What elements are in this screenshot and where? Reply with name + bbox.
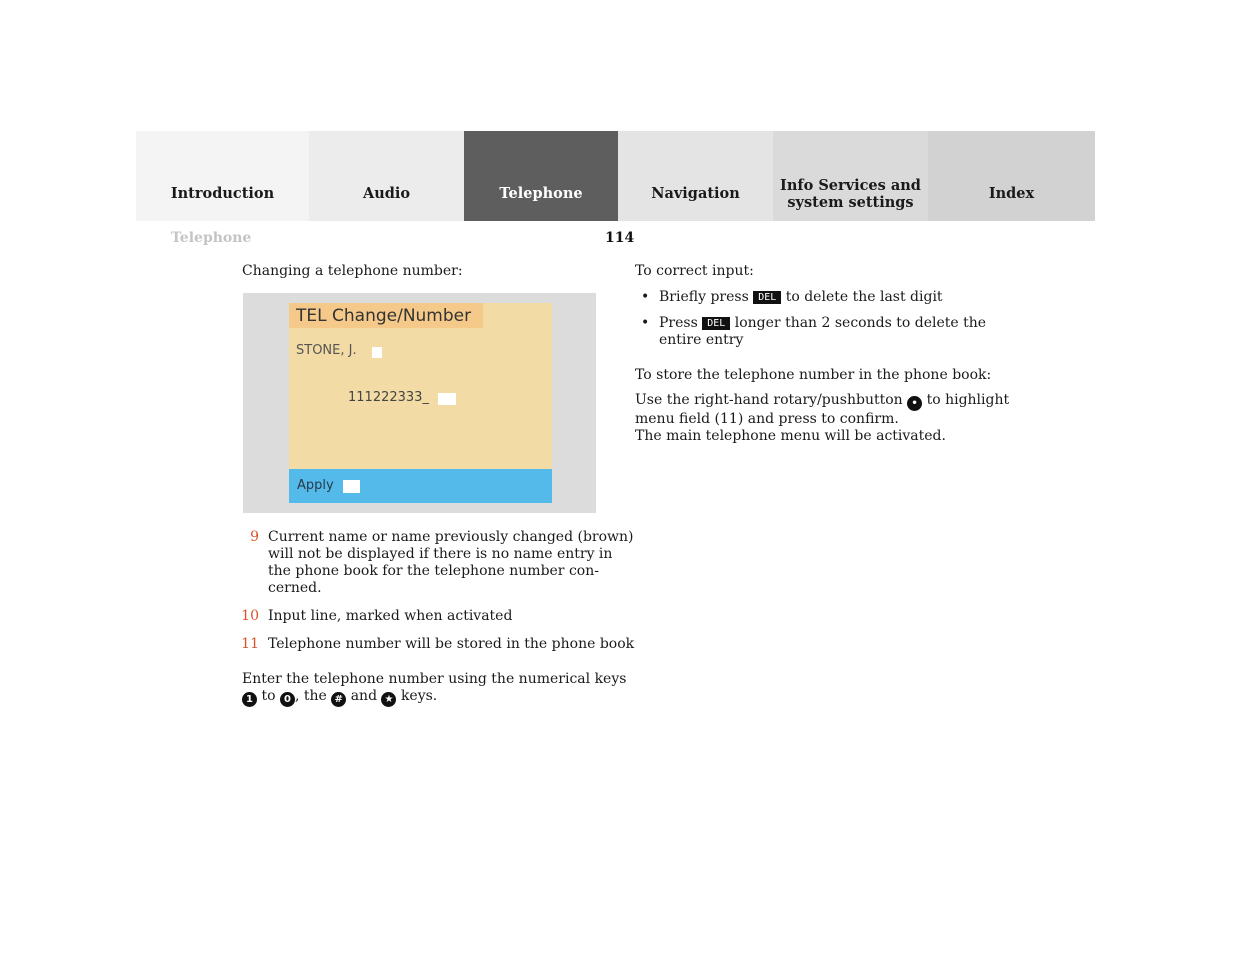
del-key-icon: DEL (702, 317, 730, 330)
tab-telephone-label: Telephone (499, 185, 583, 202)
store-heading: To store the telephone number in the phone book: (635, 367, 992, 383)
screen-apply-label: Apply (297, 478, 334, 493)
item-number-10: 10 (241, 608, 259, 624)
enter-instruction (242, 671, 626, 707)
tab-navigation[interactable] (618, 131, 773, 221)
correct-input-heading: To correct input: (635, 263, 754, 279)
tab-index-label: Index (988, 185, 1035, 202)
store-post: to highlight (926, 392, 1010, 408)
key-1-icon: 1 (242, 692, 257, 707)
chapter-tabs (136, 131, 1095, 221)
tab-audio-label: Audio (362, 185, 411, 202)
tab-info-label-line1: Info Services and (780, 177, 921, 194)
screen-number-input: 111222333_ (348, 390, 429, 405)
item-9-line1: Current name or name previously changed (brown) (268, 529, 634, 545)
bullet-2-pre: Press (659, 315, 698, 331)
screen-name-field: STONE, J. (296, 343, 357, 358)
bullet-2-icon: • (641, 315, 650, 331)
screen-title: TEL Change/Number (289, 303, 483, 328)
screen-apply-bar (289, 469, 552, 503)
item-number-9: 9 (250, 529, 259, 545)
enter-the-text: , the (294, 688, 327, 704)
item-9-text (268, 529, 634, 597)
bullet-1-text (659, 289, 943, 306)
store-line2: menu field (11) and press to confirm. (635, 411, 899, 427)
item-number-11: 11 (241, 636, 259, 652)
bullet-1-post: to delete the last digit (785, 289, 943, 305)
tab-introduction-label: Introduction (170, 185, 275, 202)
del-key-icon: DEL (753, 291, 781, 304)
tab-navigation-label: Navigation (651, 185, 740, 202)
bullet-2-text (659, 315, 986, 349)
item-9-line4: cerned. (268, 580, 322, 596)
bullet-1-pre: Briefly press (659, 289, 749, 305)
item-9-line3: the phone book for the telephone number con- (268, 563, 599, 579)
store-line3: The main telephone menu will be activated. (635, 428, 946, 444)
enter-line1: Enter the telephone number using the numerical keys (242, 671, 627, 687)
section-label: Telephone (171, 230, 252, 246)
tab-info-label-line2: system settings (787, 194, 914, 211)
key-hash-icon: # (331, 692, 346, 707)
enter-and-text: and (350, 688, 378, 704)
key-star-icon: ★ (381, 692, 396, 707)
item-10-text: Input line, marked when activated (268, 608, 513, 624)
callout-marker-11 (343, 480, 360, 493)
store-pre: Use the right-hand rotary/pushbutton (635, 392, 903, 408)
tab-audio[interactable] (309, 131, 464, 221)
bullet-2-post: longer than 2 seconds to delete the (734, 315, 987, 331)
tab-telephone[interactable] (464, 131, 618, 221)
display-screen (289, 303, 552, 503)
page-number: 114 (605, 230, 635, 246)
bullet-2-line2: entire entry (659, 332, 744, 348)
bullet-1-icon: • (641, 289, 650, 305)
item-11-text: Telephone number will be stored in the phone book (268, 636, 635, 652)
enter-keys-text: keys. (400, 688, 438, 704)
store-instruction (635, 392, 1009, 445)
key-0-icon: 0 (280, 692, 295, 707)
enter-to-text: to (261, 688, 276, 704)
rotary-pushbutton-icon: • (907, 396, 922, 411)
callout-marker-9 (372, 347, 382, 358)
enter-line2 (242, 688, 626, 707)
tab-info-services[interactable] (773, 131, 928, 221)
callout-marker-10 (438, 393, 456, 405)
left-heading: Changing a telephone number: (242, 263, 463, 279)
tab-introduction[interactable] (136, 131, 309, 221)
tab-index[interactable] (928, 131, 1095, 221)
item-9-line2: will not be displayed if there is no name entry in (268, 546, 613, 562)
